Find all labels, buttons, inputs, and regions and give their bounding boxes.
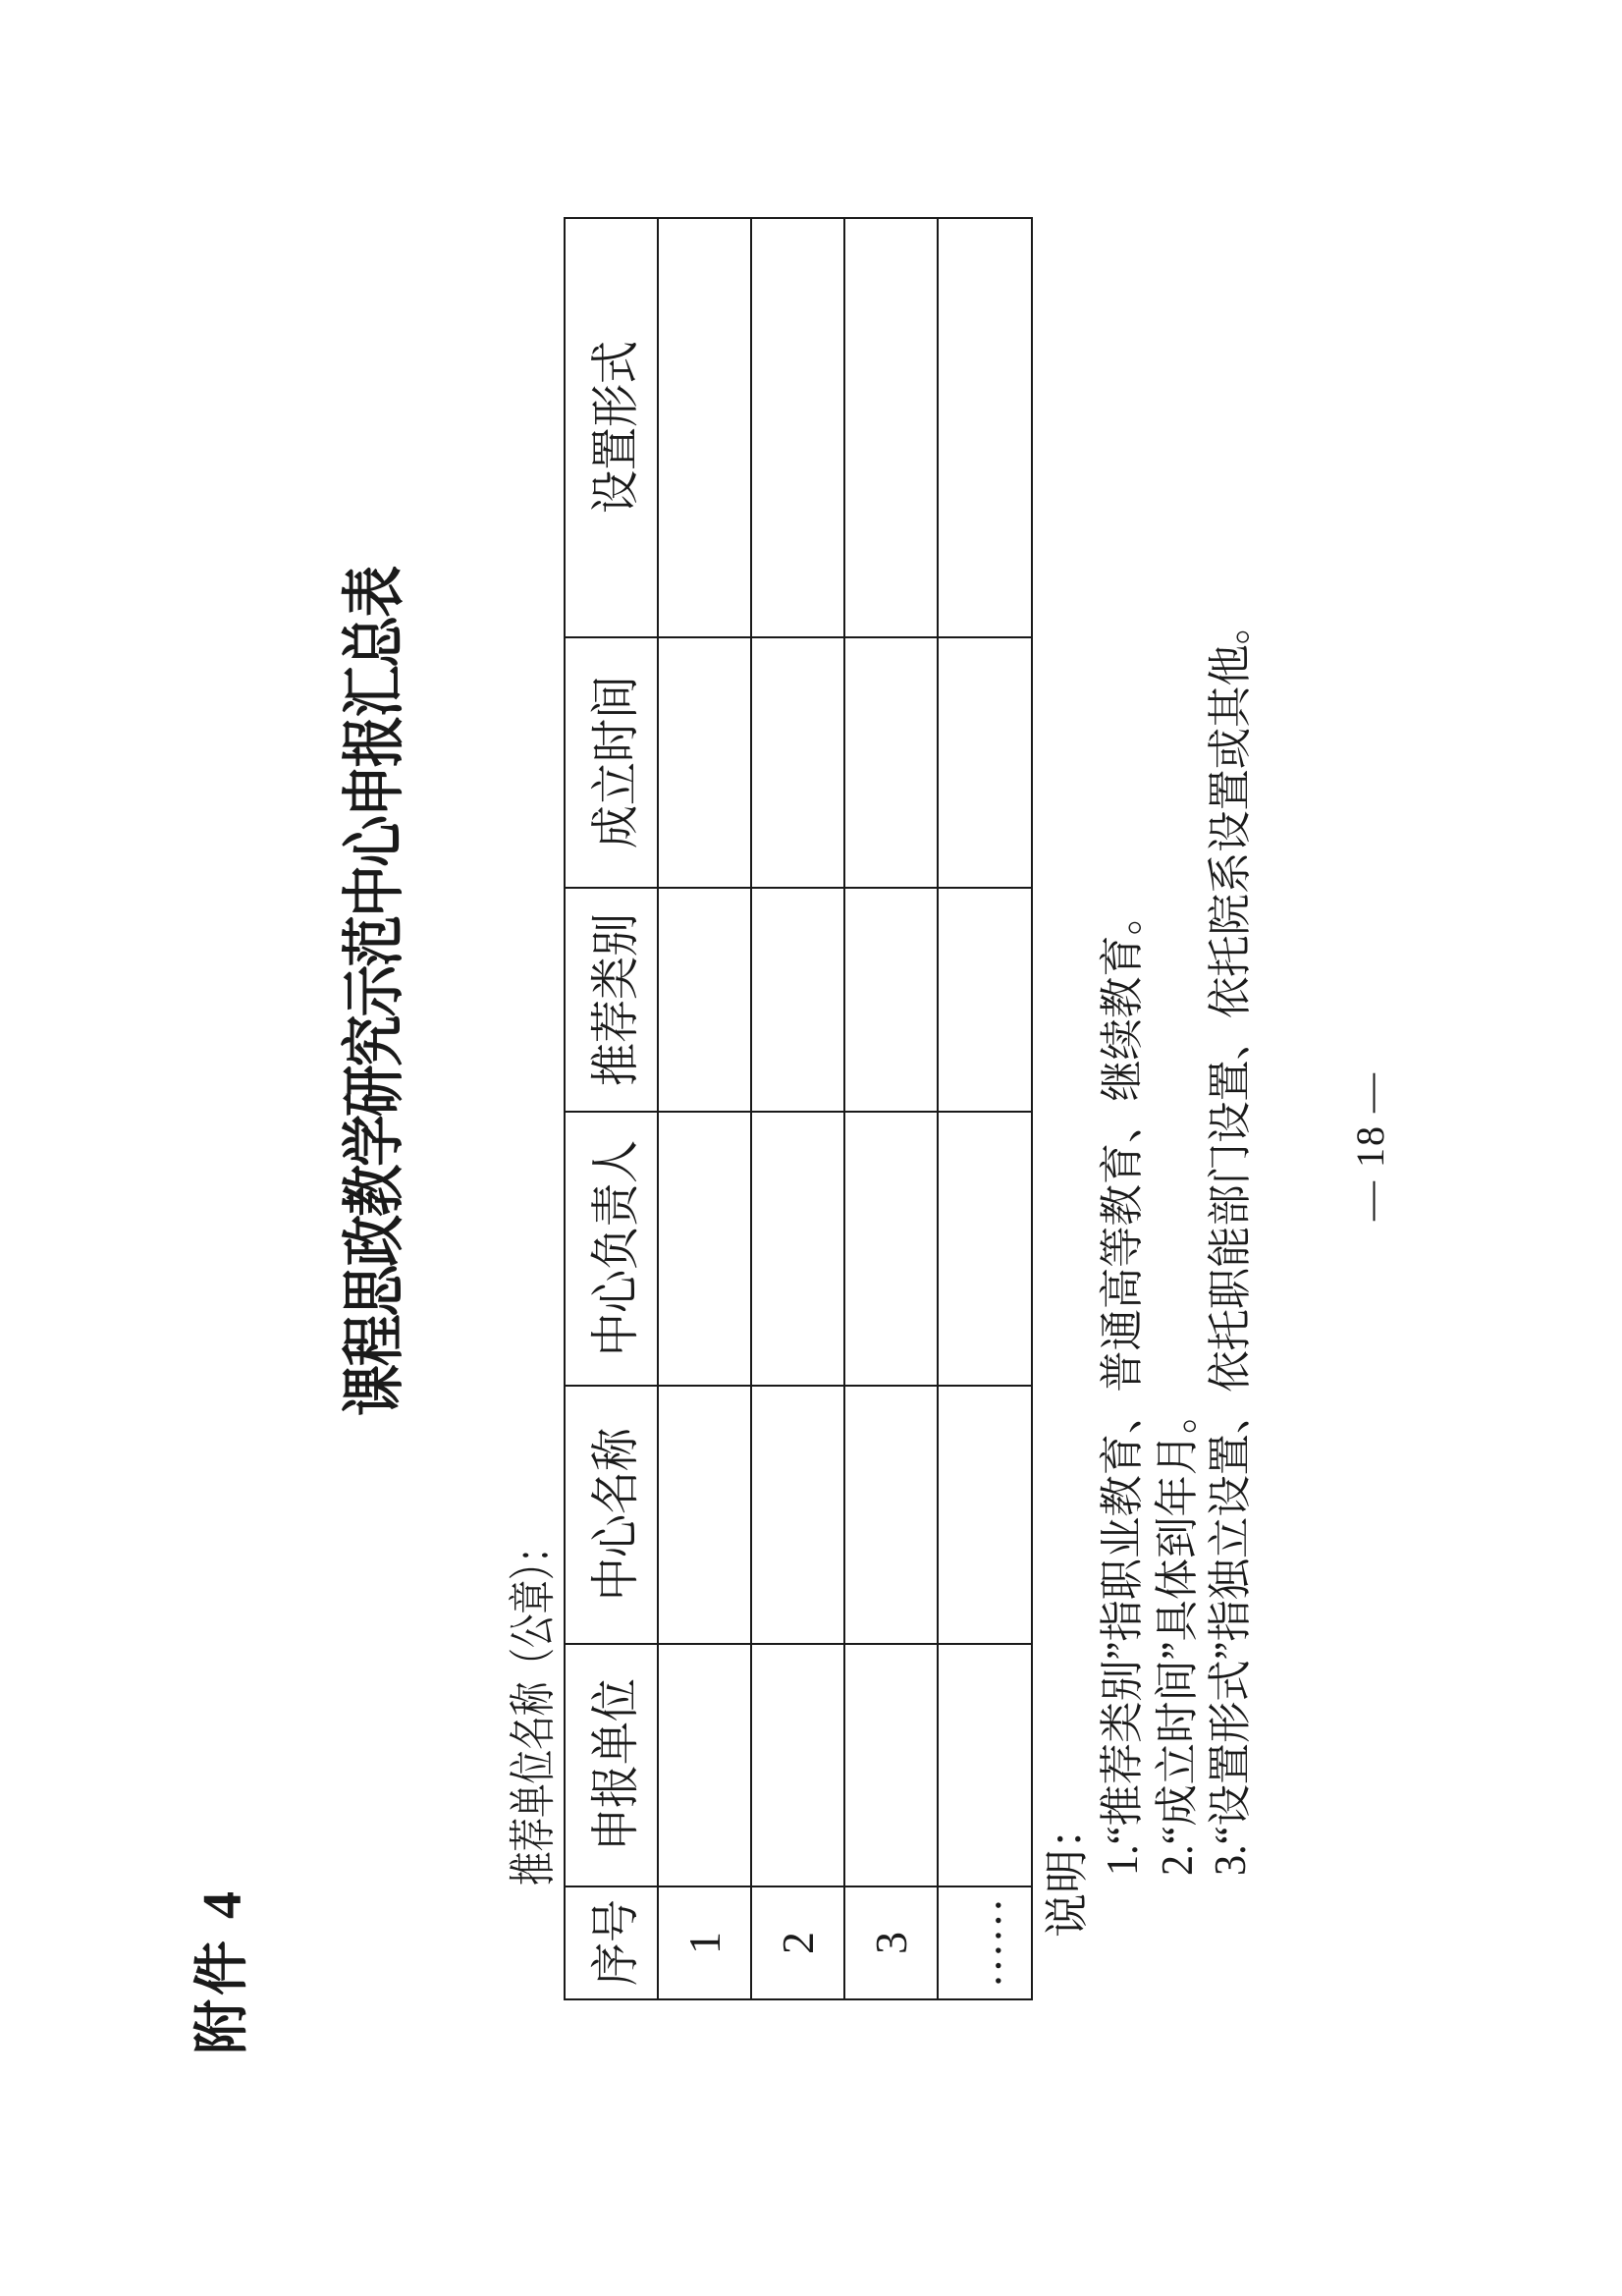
header-label-recommend-category: 推荐类别 <box>587 913 643 1086</box>
table-cell-empty <box>751 637 844 888</box>
header-label-setup-form: 设置形式 <box>587 341 643 515</box>
header-cell-recommend-category <box>565 888 658 1112</box>
table-cell-empty <box>658 637 751 888</box>
serial-cell <box>751 1886 844 1999</box>
header-label-center-name: 中心名称 <box>587 1428 643 1602</box>
table-cell-empty <box>938 1644 1032 1886</box>
header-label-center-director: 中心负责人 <box>587 1140 643 1357</box>
table-cell-empty <box>658 218 751 637</box>
header-cell-serial <box>565 1886 658 1999</box>
serial-value: 1 <box>679 1932 730 1954</box>
document-title: 课程思政教学研究示范中心申报汇总表 <box>340 567 409 1416</box>
org-name-seal-line: 推荐单位名称（公章）： <box>508 1529 560 1886</box>
table-cell-empty <box>844 1386 938 1644</box>
table-row-3 <box>844 218 938 1999</box>
table-cell-empty <box>751 888 844 1112</box>
table-cell-empty <box>751 1386 844 1644</box>
table-cell-empty <box>751 218 844 637</box>
note-item-3: 3.“设置形式”指独立设置、依托职能部门设置、依托院系设置或其他。 <box>1206 603 1255 1876</box>
table-cell-empty <box>938 888 1032 1112</box>
note-item-2: 2.“成立时间”具体到年月。 <box>1153 1392 1202 1876</box>
table-cell-empty <box>938 1112 1032 1386</box>
note-item-1: 1.“推荐类别”指职业教育、普通高等教育、继续教育。 <box>1098 894 1147 1876</box>
table-cell-empty <box>658 1112 751 1386</box>
serial-value: 2 <box>773 1932 823 1954</box>
notes-heading: 说明： <box>1043 1804 1092 1938</box>
attachment-label: 附件 4 <box>192 1887 253 2054</box>
table-cell-empty <box>844 1644 938 1886</box>
table-cell-empty <box>938 218 1032 637</box>
header-cell-founding-time <box>565 637 658 888</box>
summary-table <box>564 217 1033 2000</box>
table-cell-empty <box>844 1112 938 1386</box>
header-cell-applicant-unit <box>565 1644 658 1886</box>
header-cell-setup-form <box>565 218 658 637</box>
header-cell-center-director <box>565 1112 658 1386</box>
serial-cell <box>844 1886 938 1999</box>
table-header-row <box>565 218 658 1999</box>
table-row-1 <box>658 218 751 1999</box>
header-label-founding-time: 成立时间 <box>587 676 643 849</box>
header-label-applicant-unit: 申报单位 <box>587 1678 643 1852</box>
table-cell-empty <box>938 637 1032 888</box>
serial-value: …… <box>959 1897 1010 1989</box>
table-cell-empty <box>844 218 938 637</box>
table-cell-empty <box>751 1112 844 1386</box>
table-cell-empty <box>658 888 751 1112</box>
page-number: — 18 — <box>1348 1071 1392 1221</box>
table-cell-empty <box>658 1644 751 1886</box>
table-cell-empty <box>658 1386 751 1644</box>
serial-cell <box>658 1886 751 1999</box>
header-cell-center-name <box>565 1386 658 1644</box>
table-cell-empty <box>844 637 938 888</box>
header-label-serial: 序号 <box>587 1899 643 1987</box>
table-cell-empty <box>751 1644 844 1886</box>
serial-value: 3 <box>866 1932 916 1954</box>
table-cell-empty <box>844 888 938 1112</box>
table-row-ellipsis <box>938 218 1032 1999</box>
serial-cell <box>938 1886 1032 1999</box>
table-row-2 <box>751 218 844 1999</box>
table-cell-empty <box>938 1386 1032 1644</box>
